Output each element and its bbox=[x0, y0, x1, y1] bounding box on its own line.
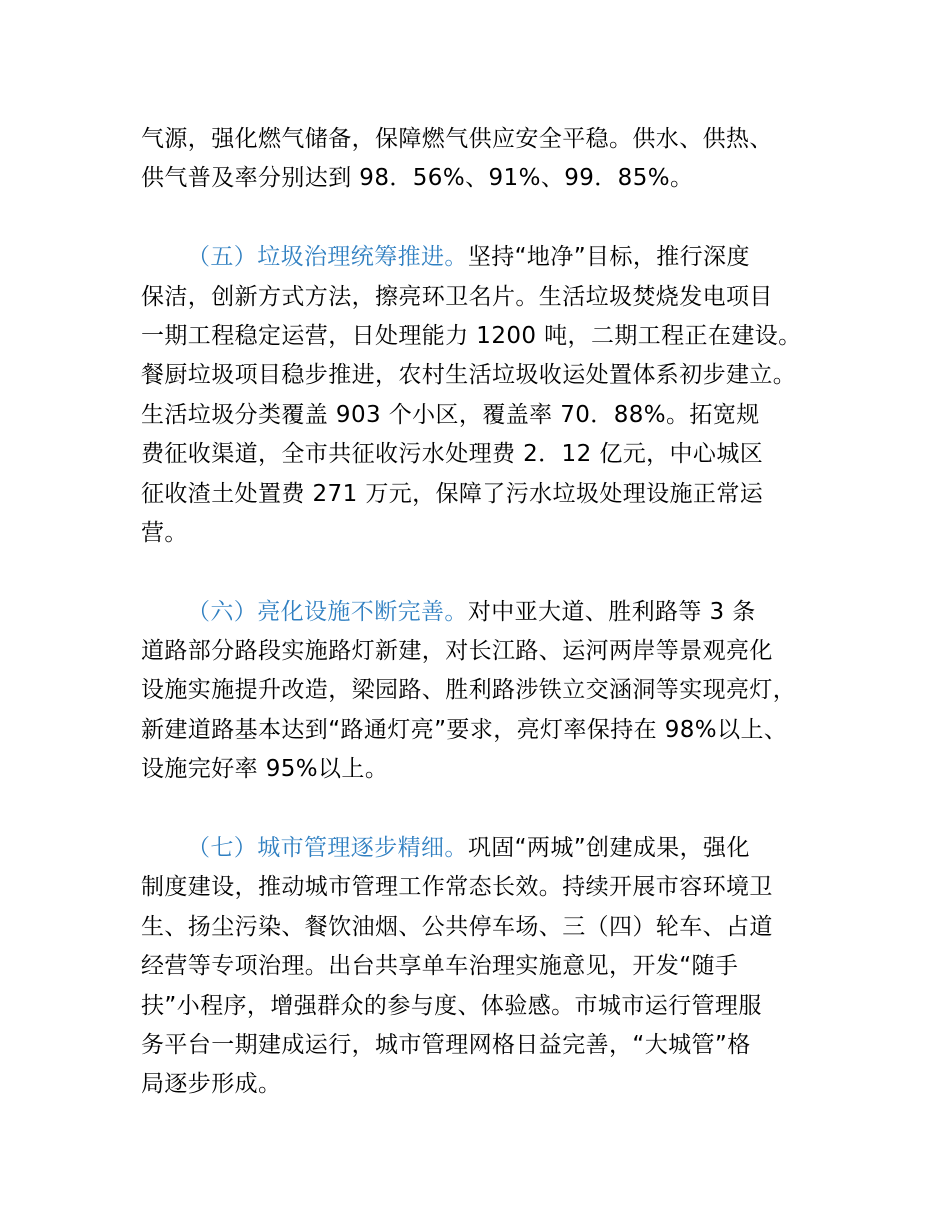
section-line: 设施完好率 95%以上。 bbox=[141, 756, 389, 783]
section-first-line bbox=[141, 593, 831, 632]
intro-line: 供气普及率分别达到 98．56%、91%、99．85%。 bbox=[141, 165, 694, 192]
intro-paragraph bbox=[141, 120, 831, 199]
section-first-line bbox=[141, 829, 831, 868]
section-line: 新建道路基本达到“路通灯亮”要求，亮灯率保持在 98%以上、 bbox=[141, 716, 788, 743]
section-line: 经营等专项治理。出台共享单车治理实施意见，开发“随手 bbox=[141, 953, 739, 980]
paragraph-spacer bbox=[141, 553, 831, 592]
section-line: 征收渣土处置费 271 万元，保障了污水垃圾处理设施正常运 bbox=[141, 480, 764, 507]
section-line: 营。 bbox=[141, 519, 188, 546]
section-line: 餐厨垃圾项目稳步推进，农村生活垃圾收运处置体系初步建立。 bbox=[141, 362, 797, 389]
section-five-paragraph bbox=[141, 238, 831, 553]
section-line: 扶”小程序，增强群众的参与度、体验感。市城市运行管理服 bbox=[141, 992, 762, 1019]
section-line: 设施实施提升改造，梁园路、胜利路涉铁立交涵洞等实现亮灯， bbox=[141, 677, 797, 704]
section-line: 道路部分路段实施路灯新建，对长江路、运河两岸等景观亮化 bbox=[141, 638, 773, 665]
section-six-paragraph bbox=[141, 593, 831, 790]
section-line: 制度建设，推动城市管理工作常态长效。持续开展市容环境卫 bbox=[141, 874, 773, 901]
section-heading: （七）城市管理逐步精细。 bbox=[187, 835, 468, 862]
section-line: 局逐步形成。 bbox=[141, 1071, 282, 1098]
section-line: 一期工程稳定运营，日处理能力 1200 吨，二期工程正在建设。 bbox=[141, 322, 802, 349]
section-heading: （六）亮化设施不断完善。 bbox=[187, 598, 468, 625]
section-line: 生、扬尘污染、餐饮油烟、公共停车场、三（四）轮车、占道 bbox=[141, 913, 773, 940]
section-line: 务平台一期建成运行，城市管理网格日益完善，“大城管”格 bbox=[141, 1031, 751, 1058]
section-seven-paragraph bbox=[141, 829, 831, 1105]
section-line: 费征收渠道，全市共征收污水处理费 2．12 亿元，中心城区 bbox=[141, 441, 764, 468]
section-first-line bbox=[141, 238, 831, 277]
section-heading: （五）垃圾治理统筹推进。 bbox=[187, 244, 468, 271]
section-line: 保洁，创新方式方法，擦亮环卫名片。生活垃圾焚烧发电项目 bbox=[141, 283, 773, 310]
paragraph-spacer bbox=[141, 199, 831, 238]
section-text: 对中亚大道、胜利路等 3 条 bbox=[467, 598, 756, 625]
intro-line: 气源，强化燃气储备，保障燃气供应安全平稳。供水、供热、 bbox=[141, 126, 773, 152]
paragraph-spacer bbox=[141, 790, 831, 829]
section-text: 坚持“地净”目标，推行深度 bbox=[467, 244, 750, 271]
section-line: 生活垃圾分类覆盖 903 个小区，覆盖率 70．88%。拓宽规 bbox=[141, 401, 760, 428]
document-body bbox=[141, 120, 831, 1105]
section-text: 巩固“两城”创建成果，强化 bbox=[467, 835, 750, 862]
